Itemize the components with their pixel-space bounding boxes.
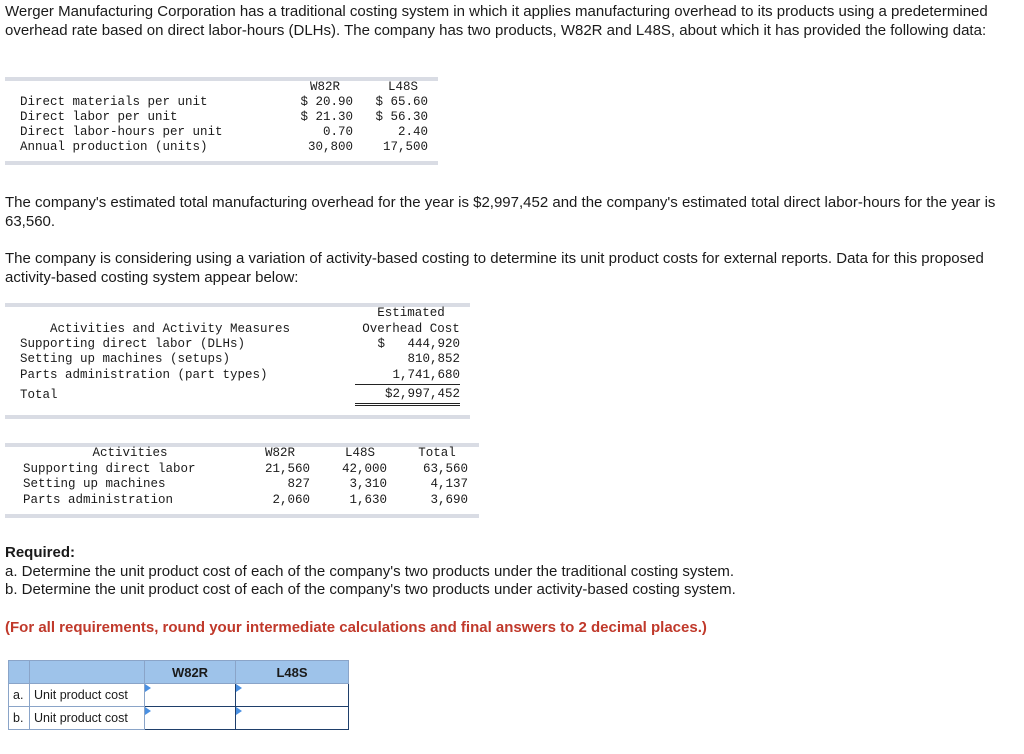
col-header-l48s: L48S xyxy=(344,446,375,460)
required-a: a. Determine the unit product cost of each of the company's two products under the traditional costing system. xyxy=(5,563,735,580)
cell-value: 3,690 xyxy=(430,493,468,507)
blank-header xyxy=(30,661,145,684)
row-label: Direct labor-hours per unit xyxy=(20,125,223,139)
cell-value: 63,560 xyxy=(422,462,468,476)
cell-value: 827 xyxy=(287,477,310,491)
blank-header xyxy=(9,661,30,684)
col-header-activities: Activities xyxy=(92,446,168,460)
cell-value: 17,500 xyxy=(382,140,428,154)
cell-value: $ 56.30 xyxy=(375,110,428,124)
cell-value: 2.40 xyxy=(397,125,428,139)
input-marker-icon xyxy=(236,707,242,715)
total-label: Total xyxy=(20,388,58,402)
cell-value: 2,060 xyxy=(272,493,310,507)
row-label: Parts administration (part types) xyxy=(20,368,268,382)
row-label: Parts administration xyxy=(23,493,174,507)
input-marker-icon xyxy=(145,707,151,715)
cell-value: $ 20.90 xyxy=(300,95,353,109)
cell-value: 810,852 xyxy=(407,352,460,366)
cell-value: 1,741,680 xyxy=(355,368,460,385)
cell-value: 30,800 xyxy=(307,140,353,154)
w82r-traditional-input[interactable] xyxy=(145,684,236,707)
col-header-l48s: L48S xyxy=(387,80,418,94)
l48s-traditional-input[interactable] xyxy=(236,684,349,707)
answer-table xyxy=(8,660,349,730)
col-header-w82r: W82R xyxy=(264,446,295,460)
row-label: Direct labor per unit xyxy=(20,110,178,124)
cell-value: 3,310 xyxy=(349,477,387,491)
row-label-b: Unit product cost xyxy=(30,707,145,730)
intro-paragraph: Werger Manufacturing Corporation has a traditional costing system in which it applies manufacturing overhead to its products using a predetermined overhead rate based on direct labor-hours (DLHs). The company has two products, W82R and L48S, about which it has provided the following data: xyxy=(5,3,988,39)
row-label: Setting up machines (setups) xyxy=(20,352,231,366)
cell-value: $ 444,920 xyxy=(377,337,460,351)
col-header-w82r: W82R xyxy=(309,80,340,94)
cell-value: 4,137 xyxy=(430,477,468,491)
row-prefix-b: b. xyxy=(9,707,30,730)
abc-paragraph: The company is considering using a variation of activity-based costing to determine its unit product costs for external reports. Data for this proposed activity-based costing system appear below: xyxy=(5,250,984,286)
col-header-overhead-cost: Overhead Cost xyxy=(362,322,460,336)
row-label: Setting up machines xyxy=(23,477,166,491)
table-bottom-bar xyxy=(5,161,438,165)
table-bottom-bar xyxy=(5,514,479,518)
cell-value: $ 65.60 xyxy=(375,95,428,109)
col-header-total: Total xyxy=(418,446,456,460)
cell-value: $ 21.30 xyxy=(300,110,353,124)
col-header-w82r: W82R xyxy=(145,661,236,684)
col-header-activities: Activities and Activity Measures xyxy=(50,322,291,336)
w82r-abc-input[interactable] xyxy=(145,707,236,730)
table-bottom-bar xyxy=(5,415,470,419)
l48s-abc-input[interactable] xyxy=(236,707,349,730)
row-label: Supporting direct labor (DLHs) xyxy=(20,337,246,351)
row-label: Direct materials per unit xyxy=(20,95,208,109)
cell-value: 1,630 xyxy=(349,493,387,507)
cell-value: 42,000 xyxy=(341,462,387,476)
row-label: Supporting direct labor xyxy=(23,462,196,476)
required-b: b. Determine the unit product cost of each of the company's two products under activity-based costing system. xyxy=(5,581,736,598)
row-prefix-a: a. xyxy=(9,684,30,707)
col-header-estimated: Estimated xyxy=(377,306,445,320)
cell-value: 21,560 xyxy=(264,462,310,476)
overhead-paragraph: The company's estimated total manufacturing overhead for the year is $2,997,452 and the company's estimated total direct labor-hours for the year is 63,560. xyxy=(5,194,996,230)
col-header-l48s: L48S xyxy=(236,661,349,684)
total-value: $2,997,452 xyxy=(355,387,460,406)
row-label-a: Unit product cost xyxy=(30,684,145,707)
input-marker-icon xyxy=(145,684,151,692)
cell-value: 0.70 xyxy=(322,125,353,139)
input-marker-icon xyxy=(236,684,242,692)
row-label: Annual production (units) xyxy=(20,140,208,154)
required-title: Required: xyxy=(5,544,76,561)
rounding-note: (For all requirements, round your intermediate calculations and final answers to 2 decimal places.) xyxy=(5,619,707,636)
